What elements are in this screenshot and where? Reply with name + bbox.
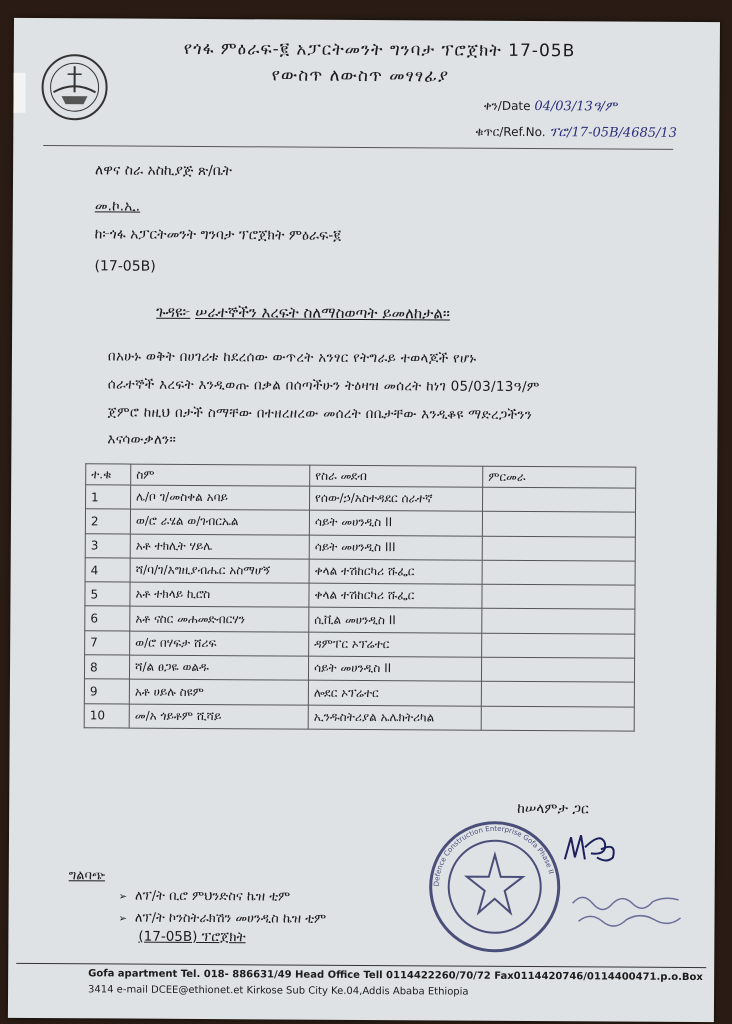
cc-item-text: ለፕ/ት ቢሮ ምህንድስና ኬዝ ቲም (134, 888, 291, 905)
table-row (85, 558, 635, 586)
recipient-office: ለዋና ስራ አስኪያጅ ጽ/ቤት (95, 162, 232, 180)
cell-no: 7 (85, 631, 130, 656)
cell-remark (482, 512, 635, 537)
subject-text: ሠራተኞችን እረፍት ስለማስወጣት ይመለከታል። (195, 302, 451, 323)
cell-position: ሎደር ኦፕሬተር (308, 681, 481, 706)
cell-remark (482, 487, 635, 512)
table-row (85, 631, 635, 659)
cell-position: ሲቪል መሀንዲስ II (309, 608, 482, 633)
footer-address: 3414 e-mail DCEE@ethionet.et Kirkose Sub City Ke.04,Addis Ababa Ethiopia (88, 984, 469, 998)
stamp-text: Defence Construction Enterprise Gofa Phase II (432, 824, 556, 887)
cell-position: ኢንዱስትሪያል ኤሌክትሪካል (308, 705, 481, 730)
cell-no: 8 (84, 655, 129, 680)
cc-item (119, 888, 291, 904)
body-line: ጀምሮ ከዚህ በታች ስማቸው በተዘረዘረው መሰረት በቤታቸው እንዲቆዩ ማድረጋችንን (107, 404, 533, 424)
cell-no: 5 (85, 582, 130, 607)
subject-label: ጉዳዩ፦ (156, 302, 191, 321)
date-label: ቀን/Date (483, 98, 531, 114)
cell-remark (482, 584, 635, 609)
table-row (86, 485, 636, 513)
cell-remark (482, 536, 635, 561)
handwritten-note (568, 873, 688, 934)
cell-name: አቶ ተክላይ ኪሮስ (130, 582, 309, 607)
table-row (84, 655, 634, 683)
table-row (85, 606, 635, 634)
cell-no: 6 (85, 606, 130, 631)
cell-remark (481, 706, 634, 731)
cell-no: 1 (86, 485, 131, 510)
cell-no: 9 (84, 679, 129, 704)
body-line: እናሳውቃለን። (107, 431, 177, 448)
footer-contact: Gofa apartment Tel. 018- 886631/49 Head Office Tell 0114422260/70/72 Fax0114420746/0114400471.p.o.Box (88, 968, 703, 984)
sender-project: ከ፦ጎፋ አፓርትመንት ግንባታ ፕሮጀክት ምዕራፍ-፪ (94, 226, 341, 244)
cell-position: ሳይት መሀንዲስ III (309, 535, 482, 560)
cc-item-text: ለፕ/ት ኮንስትራክሽን መሀንዲስ ኬዝ ቲም (134, 910, 327, 927)
closing-greeting: ከሠላምታ ጋር (517, 800, 589, 818)
cell-name: መ/አ ጎይቶም ሺሻይ (129, 704, 308, 729)
cell-name: ወ/ሮ በሃፍታ ሸሪፍ (130, 631, 309, 656)
cell-position: ቀላል ተሽከርካሪ ሹፌር (309, 583, 482, 608)
cell-name: አቶ ናስር መሐመድብርሃን (130, 607, 309, 632)
paper-edge (13, 73, 25, 113)
table-row (84, 703, 634, 731)
official-stamp (426, 818, 563, 955)
cc-item (118, 910, 326, 926)
body-line: በአሁኑ ወቅት በሀገሪቱ ከደረሰው ውጥረት አንፃር የትግራይ ተወላጆች የሆኑ (107, 348, 477, 367)
cell-remark (482, 560, 635, 585)
table-row (85, 533, 635, 561)
letter-page (8, 18, 720, 1022)
recipient-org: መ.ኮ.ኢ. (94, 198, 141, 215)
staff-table (84, 463, 637, 731)
header-divider (43, 145, 673, 150)
header-remark: ምርመራ (483, 466, 636, 488)
cell-no: 4 (85, 558, 130, 583)
cell-remark (482, 633, 635, 658)
cell-name: አቶ ሀይሉ ስዩም (129, 679, 308, 704)
cell-position: ቀላል ተሽከርካሪ ሹፌር (309, 559, 482, 584)
cell-no: 3 (85, 533, 130, 558)
cell-position: ዳምፐር ኦፕሬተር (309, 632, 482, 657)
ref-value: ፕሮ/17-05B/4685/13 (549, 125, 678, 141)
cell-name: ሻ/ል ፀጋዬ ወልዱ (129, 655, 308, 680)
date-line (483, 99, 617, 115)
header-subtitle: የውስጥ ለውስጥ መፃፃፊያ (271, 65, 450, 87)
cell-name: አቶ ተክሊት ሃይሌ (130, 534, 309, 559)
cell-position: ሳይት መሀንዲስ II (309, 510, 482, 535)
arrow-icon: ➢ (118, 891, 128, 903)
footer-divider (16, 963, 706, 968)
header-no: ተ.ቁ (86, 464, 131, 485)
table-row (85, 582, 635, 610)
cell-remark (482, 609, 635, 634)
cell-name: ሌ/ቦ ገ/መስቀል አባይ (131, 485, 310, 510)
header-name: ስም (131, 464, 310, 486)
header-position: የስራ መደብ (310, 465, 483, 487)
cell-position: የሰው/ኃ/አስተዳደር ሰራተኛ (310, 486, 483, 511)
sender-code: (17-05B) (94, 258, 156, 275)
handwritten-signature (561, 829, 621, 869)
ref-label: ቁጥር/Ref.No. (475, 124, 546, 140)
cell-no: 10 (84, 703, 129, 728)
cell-no: 2 (85, 509, 130, 534)
cell-position: ሳይት መሀንዲስ II (308, 656, 481, 681)
date-value: 04/03/13ዓ/ም (534, 99, 618, 115)
table-row (85, 509, 635, 537)
cc-item-text: (17-05B) ፕሮጀክት (138, 928, 246, 946)
cell-remark (481, 682, 634, 707)
arrow-icon: ➢ (118, 913, 127, 925)
enterprise-logo (39, 52, 109, 122)
subject-line (156, 303, 450, 323)
cc-item (138, 929, 245, 946)
body-line: ሰራተኞች እረፍት እንዲወጡ በቃል በሰጣችሁን ትዕዛዝ መሰረት ከነገ 05/03/13ዓ/ም (107, 376, 540, 396)
header-title: የጎፋ ምዕራፍ-፪ አፓርትመንት ግንባታ ፕሮጀክት 17-05B (183, 38, 576, 62)
cell-name: ሻ/ባ/ገ/እግዚያብሔር አስማሆኝ (130, 558, 309, 583)
cell-name: ወ/ሮ ራሄል ወ/ገብርኤል (130, 509, 309, 534)
cc-label: ግልባጭ (68, 868, 106, 884)
table-row (84, 679, 634, 707)
ref-line (475, 125, 677, 141)
cell-remark (481, 657, 634, 682)
